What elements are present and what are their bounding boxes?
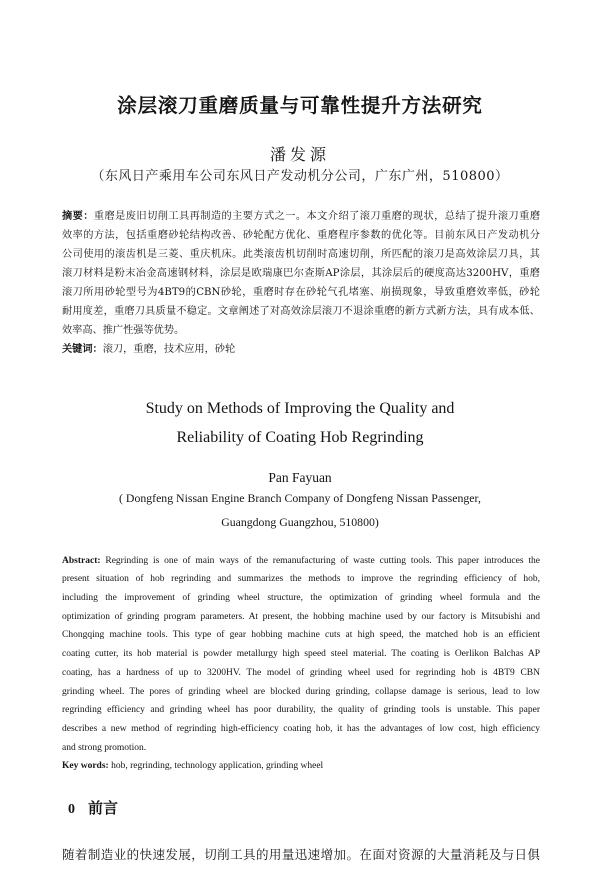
chinese-keywords-text: 滚刀，重磨，技术应用，砂轮 (102, 343, 236, 355)
english-affiliation-line: ( Dongfeng Nissan Engine Branch Company of Dongfeng Nissan Passenger, (119, 491, 481, 505)
english-abstract-line: grinding wheel. The pores of grinding wheel are blocked during grinding, collapse damage is serious, lead to low (62, 686, 540, 697)
english-title-line: Reliability of Coating Hob Regrinding (176, 428, 424, 446)
english-abstract-line: and strong promotion. (62, 742, 147, 753)
english-abstract-line: optimization of grinding program parameters. At present, the hobbing machine used by our factory is Mitsubishi and (62, 611, 540, 622)
english-abstract-line: including the improvement of grinding wheel structure, the optimization of grinding wheel formula and the (62, 593, 540, 603)
chinese-abstract-line: 耐用度差，重磨刀具质量不稳定。文章阐述了对高效涂层滚刀不退涂重磨的新方式新方法，具有成本低、 (62, 305, 540, 317)
chinese-keywords-label: 关键词： (62, 342, 103, 355)
chinese-abstract-line: 滚刀材料是粉末冶金高速钢材料，涂层是欧瑞康巴尔查斯AP涂层，其涂层后的硬度高达3200HV，重磨 (62, 267, 540, 279)
english-abstract-label: Abstract: (62, 555, 101, 566)
english-affiliation (0, 486, 600, 534)
section-title: 前言 (88, 799, 119, 817)
english-author: Pan Fayuan (268, 470, 332, 485)
chinese-abstract-line: 公司使用的滚齿机是三菱、重庆机床。此类滚齿机切削时高速切削，所匹配的滚刀是高效涂层刀具，其 (62, 248, 540, 260)
section-heading (62, 798, 540, 820)
chinese-abstract-line (62, 207, 540, 226)
english-abstract-line: Chongqing machine tools. This type of gear hobbing machine cuts at high speed, the matched hob is an efficient (62, 630, 540, 641)
chinese-abstract (62, 207, 540, 340)
english-keywords (62, 757, 540, 776)
english-abstract-line: present situation of hob regrinding and summarizes the methods to improve the regrinding efficiency of hob, (62, 574, 540, 585)
english-abstract (62, 552, 540, 758)
body-text-line: 随着制造业的快速发展，切削工具的用量迅速增加。在面对资源的大量消耗及与日俱 (62, 847, 540, 862)
english-abstract-line (62, 552, 540, 571)
english-keywords-label: Key words: (62, 761, 109, 772)
english-title-line: Study on Methods of Improving the Quality and (145, 399, 455, 417)
english-abstract-line: describes a new method of regrinding high-efficiency coating hob, it has the advantages of low cost, high efficiency (62, 723, 540, 734)
english-affiliation-line: Guangdong Guangzhou, 510800) (221, 515, 379, 529)
english-abstract-line: coating cutter, its hob material is powder metallurgy high speed steel material. The coating is Oerlikon Balchas AP (62, 649, 540, 660)
english-keywords-text: hob, regrinding, technology application, grinding wheel (111, 761, 324, 772)
english-title (0, 394, 600, 452)
chinese-affiliation: （东风日产乘用车公司东风日产发动机分公司，广东广州，510800） (91, 169, 509, 184)
chinese-abstract-line: 效率高、推广性强等优势。 (62, 324, 185, 336)
chinese-author: 潘发源 (269, 145, 330, 164)
english-abstract-text: Regrinding is one of main ways of the remanufacturing of waste cutting tools. This paper introduces the (105, 555, 540, 566)
chinese-abstract-text: 重磨是废旧切削工具再制造的主要方式之一。本文介绍了滚刀重磨的现状，总结了提升滚刀重磨 (93, 210, 541, 222)
chinese-abstract-label: 摘要： (62, 209, 94, 222)
chinese-keywords (62, 340, 540, 359)
english-abstract-line: coating, has a hardness of up to 3200HV. The model of grinding wheel used for regrinding hob is 4BT9 CBN (62, 667, 540, 678)
body-text (62, 845, 540, 865)
chinese-abstract-line: 滚刀所用砂轮型号为4BT9的CBN砂轮，重磨时存在砂轮气孔堵塞、崩损现象，导致重磨效率低，砂轮 (62, 286, 540, 298)
english-abstract-line: regrinding efficiency and grinding wheel has poor durability, the quality of grinding tools is unstable. This paper (62, 705, 540, 716)
chinese-abstract-line: 效率的方法，包括重磨砂轮结构改善、砂轮配方优化、重磨程序参数的优化等。目前东风日产发动机分 (62, 229, 540, 241)
section-number: 0 (68, 802, 75, 817)
chinese-title: 涂层滚刀重磨质量与可靠性提升方法研究 (117, 94, 483, 117)
